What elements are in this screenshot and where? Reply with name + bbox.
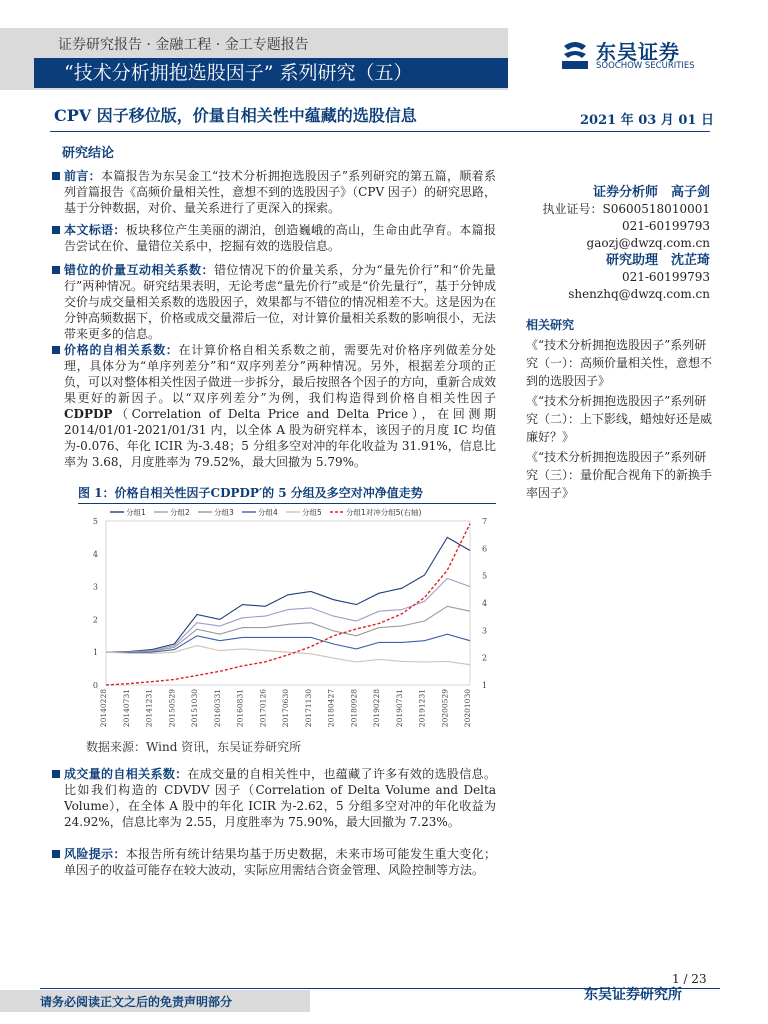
preface-text: 本篇报告为东吴金工“技术分析拥抱选股因子”系列研究的第五篇，顺着系列首篇报告《高频价量相关性，意想不到的选股因子》（CPV 因子）的研究思路，基于分钟数据，对价、量关系进行了更深入的探索。	[64, 169, 496, 215]
related-item[interactable]: 《“技术分析拥抱选股因子”系列研究（三）：量价配合视角下的新换手率因子》	[526, 450, 713, 500]
preface-keyword: 前言：	[64, 169, 102, 183]
related-list	[526, 336, 712, 504]
x-tick-label: 20140731	[121, 689, 131, 728]
factor-name: CDPDP	[64, 407, 113, 421]
x-tick-label: 20160831	[235, 689, 245, 728]
x-tick-label: 20201030	[463, 689, 472, 728]
company-logo	[560, 36, 730, 76]
report-title: CPV 因子移位版，价量自相关性中蕴藏的选股信息	[54, 106, 417, 125]
x-tick-label: 20140228	[99, 689, 108, 728]
x-tick-label: 20200529	[440, 689, 450, 728]
bullet-icon	[52, 770, 60, 778]
paragraph-lagged-correlation	[64, 262, 496, 342]
analyst-email[interactable]: gaozj@dwzq.com.cn	[586, 236, 710, 250]
section-heading: 研究结论	[62, 146, 115, 161]
legend-label: 分组1对冲分组5(右轴)	[346, 508, 422, 517]
analyst-panel	[518, 184, 710, 303]
legend-label: 分组3	[214, 508, 234, 517]
series-line	[106, 524, 470, 685]
price-text-a: 在计算价格自相关系数之前，需要先对价格序列做差分处理，具体分为“单序列差分”和“双序列差分”两种情况。另外，根据差分项的正负，可以对整体相关性因子做进一步拆分，最后按照各个因子的方向，重新合成效果更好的新因子。以“双序列差分”为例，我们构造得到价格自相关性因子	[64, 343, 497, 405]
figure-title: 图 1：价格自相关性因子CDPDP′的 5 分组及多空对冲净值走势	[78, 484, 496, 504]
bullet-icon	[52, 172, 60, 180]
y-tick-label: 4	[92, 549, 98, 559]
bullet-icon	[52, 266, 60, 274]
price-text-b: （Correlation of Delta Price and Delta Price），在回测期 2014/01/01-2021/01/31 内，以全体 A 股为研究样本，该因子的月度 IC 均值为-0.076、年化 ICIR 为-3.48；5 分组多空对冲的年化收益为 31.91%，信息比率为 3.68，月度胜率为 79.52%，最大回撤为 5.79%。	[64, 407, 496, 469]
x-tick-label: 20170126	[258, 689, 268, 728]
legend-label: 分组5	[302, 508, 322, 517]
y-tick-label: 2	[92, 615, 98, 625]
assistant-phone: 021-60199793	[621, 270, 710, 284]
slogan-text: 板块移位产生美丽的湖泊，创造巍峨的高山，生命由此孕育。本篇报告尝试在价、量错位关系中，挖掘有效的选股信息。	[64, 223, 496, 253]
y-tick-label: 0	[92, 681, 98, 690]
y2-tick-label: 1	[482, 681, 488, 690]
y2-tick-label: 4	[482, 599, 488, 608]
x-tick-label: 20160331	[212, 689, 222, 728]
x-tick-label: 20150529	[167, 689, 177, 728]
x-tick-label: 20141231	[144, 689, 154, 728]
slogan-keyword: 本文标语：	[64, 223, 126, 237]
risk-text: 本报告所有统计结果均基于历史数据，未来市场可能发生重大变化；单因子的收益可能存在较大波动，实际应用需结合资金管理、风险控制等方法。	[64, 847, 496, 877]
series-line	[106, 606, 470, 652]
lagged-text: 错位情况下的价量关系，分为“量先价行”和“价先量行”两种情况。研究结果表明，无论考虑“量先价行”或是“价先量行”，基于分钟成交价与成交量相关系数的选股因子，效果都与不错位的情况相差不大。这是因为在分钟高频数据下，价格或成交量滞后一位，对计算价量相关系数的影响很小，无法带来更多的信息。	[64, 263, 497, 341]
analyst-phone: 021-60199793	[621, 219, 710, 233]
related-item[interactable]: 《“技术分析拥抱选股因子”系列研究（二）：上下影线，蜡烛好还是威廉好？》	[526, 394, 713, 444]
x-tick-label: 20190731	[394, 689, 404, 728]
x-tick-label: 20171130	[303, 689, 313, 728]
y2-tick-label: 2	[482, 653, 488, 663]
report-date: 2021 年 03 月 01 日	[580, 113, 714, 128]
footer-institute: 东吴证券研究所	[584, 987, 682, 1003]
risk-keyword: 风险提示：	[64, 847, 126, 861]
y2-tick-label: 6	[482, 544, 488, 554]
paragraph-risk	[64, 846, 496, 878]
plot-area	[106, 521, 470, 685]
price-keyword: 价格的自相关系数：	[64, 343, 179, 357]
figure-source: 数据来源：Wind 资讯，东吴证券研究所	[86, 740, 302, 754]
paragraph-price-autocorrelation	[64, 342, 496, 470]
series-line	[106, 537, 470, 652]
related-heading: 相关研究	[526, 318, 575, 332]
y-tick-label: 3	[92, 582, 98, 592]
paragraph-preface	[64, 168, 496, 216]
legend-label: 分组4	[258, 508, 278, 517]
paragraph-volume-autocorrelation	[64, 766, 496, 830]
x-tick-label: 20180427	[326, 689, 336, 728]
bullet-icon	[52, 226, 60, 234]
bullet-icon	[52, 850, 60, 858]
net-value-chart	[78, 505, 498, 730]
x-tick-label: 20180928	[349, 689, 359, 728]
related-item[interactable]: 《“技术分析拥抱选股因子”系列研究（一）：高频价量相关性，意想不到的选股因子》	[526, 338, 713, 388]
x-tick-label: 20151030	[190, 689, 199, 728]
legend-label: 分组2	[170, 508, 190, 517]
y2-tick-label: 5	[482, 571, 488, 581]
disclaimer-notice: 请务必阅读正文之后的免责声明部分	[40, 995, 233, 1009]
y-tick-label: 1	[92, 648, 98, 658]
y2-tick-label: 3	[482, 626, 488, 636]
page-number: 1 / 23	[672, 972, 707, 986]
y2-tick-label: 7	[482, 517, 488, 526]
title-divider	[50, 131, 710, 132]
lagged-keyword: 错位的价量互动相关系数：	[64, 263, 215, 277]
x-tick-label: 20191231	[417, 689, 427, 728]
assistant-role: 研究助理 沈芷琦	[605, 253, 710, 268]
legend-label: 分组1	[126, 508, 146, 517]
y-tick-label: 5	[92, 517, 98, 526]
series-title: “技术分析拥抱选股因子” 系列研究（五）	[34, 58, 508, 88]
assistant-email[interactable]: shenzhq@dwzq.com.cn	[568, 287, 710, 301]
x-tick-label: 20170630	[281, 689, 290, 728]
volume-text: 在成交量的自相关性中，也蕴藏了许多有效的选股信息。比如我们构造的 CDVDV 因子（Correlation of Delta Volume and Delta Volume），在全体 A 股中的年化 ICIR 为-2.62，5 分组多空对冲的年化收益为 24.92%，信息比率为 2.55，月度胜率为 75.90%，最大回撤为 7.23%。	[64, 767, 496, 829]
analyst-certificate: 执业证号：S0600518010001	[542, 202, 710, 216]
analyst-role: 证券分析师 高子剑	[592, 185, 710, 200]
logo-name-en: SOOCHOW SECURITIES	[596, 61, 695, 71]
logo-mark-icon	[560, 38, 590, 70]
report-category: 证券研究报告 · 金融工程 · 金工专题报告	[58, 37, 309, 53]
x-tick-label: 20190228	[372, 689, 381, 728]
logo-name-cn: 东吴证券	[596, 40, 680, 64]
bullet-icon	[52, 346, 60, 354]
volume-keyword: 成交量的自相关系数：	[64, 767, 188, 781]
paragraph-slogan	[64, 222, 496, 254]
